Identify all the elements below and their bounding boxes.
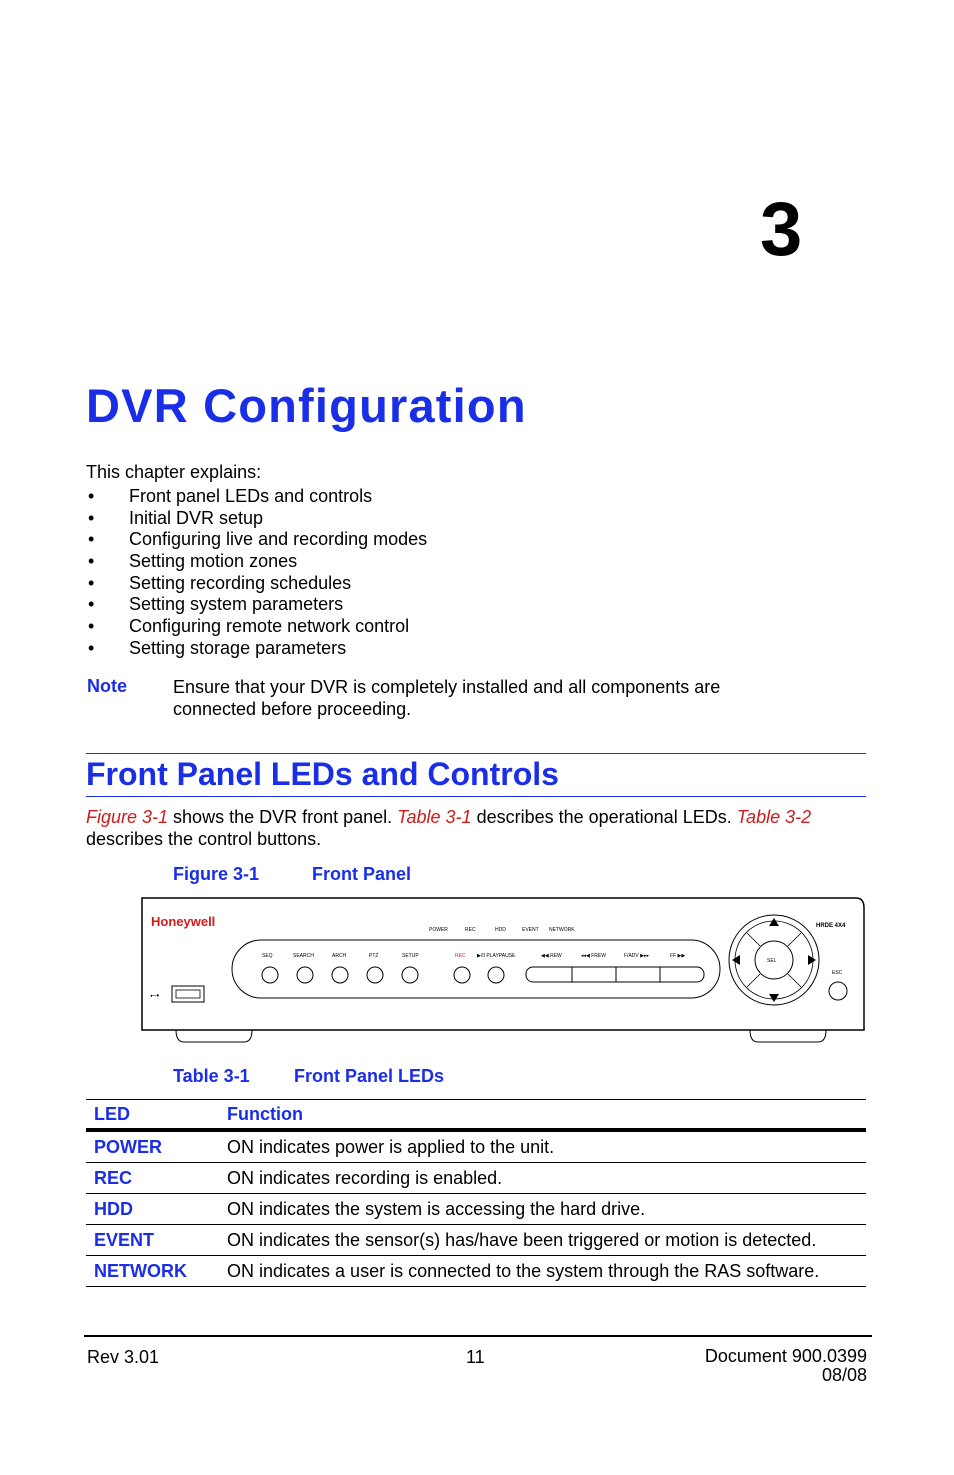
led-function: ON indicates the system is accessing the hard drive. bbox=[219, 1194, 866, 1225]
button-label-rec: REC bbox=[455, 953, 466, 959]
led-function: ON indicates recording is enabled. bbox=[219, 1163, 866, 1194]
chapter-topics-list bbox=[86, 486, 427, 660]
front-panel-leds-table bbox=[86, 1099, 866, 1287]
footer-document-id: Document 900.0399 08/08 bbox=[704, 1346, 867, 1385]
table-row bbox=[86, 1130, 866, 1163]
led-function: ON indicates a user is connected to the system through the RAS software. bbox=[219, 1256, 866, 1287]
panel-foot-left bbox=[176, 1030, 252, 1042]
esc-label: ESC bbox=[832, 970, 843, 976]
led-name: POWER bbox=[86, 1130, 219, 1163]
table-title: Front Panel LEDs bbox=[294, 1066, 445, 1086]
front-panel-illustration bbox=[140, 896, 866, 1048]
table-reference-link[interactable]: Table 3-1 bbox=[397, 807, 472, 827]
list-item: • Configuring remote network control bbox=[88, 616, 410, 637]
list-item: • Front panel LEDs and controls bbox=[88, 486, 373, 506]
chapter-number: 3 bbox=[760, 187, 803, 272]
button-label-playpause: ▶/II PLAYPAUSE bbox=[477, 953, 516, 959]
bullet-icon: • bbox=[88, 572, 95, 593]
chapter-title: DVR Configuration bbox=[86, 379, 527, 432]
button-label-ff: FF ▶▶ bbox=[670, 953, 686, 959]
intro-text: This chapter explains: bbox=[86, 462, 262, 482]
setup-button bbox=[402, 967, 418, 983]
button-label-setup: SETUP bbox=[402, 953, 419, 959]
column-header-function: Function bbox=[219, 1100, 866, 1131]
model-label: HRDE 4X4 bbox=[816, 923, 846, 929]
led-label-event: EVENT bbox=[522, 927, 539, 933]
bullet-icon: • bbox=[88, 529, 95, 550]
table-row bbox=[86, 1194, 866, 1225]
button-label-ptz: PTZ bbox=[369, 953, 379, 959]
button-label-frew: ◂◂◀ FREW bbox=[581, 953, 606, 959]
arch-button bbox=[332, 967, 348, 983]
brand-logo: Honeywell bbox=[151, 914, 216, 929]
table-number: Table 3-1 bbox=[173, 1066, 250, 1086]
figure-reference-link[interactable]: Figure 3-1 bbox=[86, 807, 169, 827]
table-row bbox=[86, 1225, 866, 1256]
bullet-icon: • bbox=[88, 507, 95, 528]
table-row bbox=[86, 1256, 866, 1287]
panel-foot-right bbox=[750, 1030, 826, 1042]
led-name: EVENT bbox=[86, 1225, 219, 1256]
led-name: NETWORK bbox=[86, 1256, 219, 1287]
note-text: Ensure that your DVR is completely installed and all components are connected before proceeding. bbox=[173, 677, 721, 719]
led-label-power: POWER bbox=[429, 927, 448, 933]
button-label-rew: ◀◀ REW bbox=[541, 953, 562, 959]
rec-button bbox=[454, 967, 470, 983]
table-row bbox=[86, 1163, 866, 1194]
list-item: • Setting motion zones bbox=[88, 551, 298, 572]
play-pause-button bbox=[488, 967, 504, 983]
list-item: • Setting storage parameters bbox=[88, 637, 347, 658]
led-label-network: NETWORK bbox=[549, 927, 575, 933]
button-label-arch: ARCH bbox=[332, 953, 347, 959]
button-label-seq: SEQ bbox=[262, 953, 273, 959]
footer-rule bbox=[84, 1335, 872, 1337]
bullet-icon: • bbox=[88, 616, 95, 637]
bullet-icon: • bbox=[88, 551, 95, 572]
table-reference-link[interactable]: Table 3-2 bbox=[736, 807, 812, 827]
figure-number: Figure 3-1 bbox=[173, 864, 260, 884]
led-name: REC bbox=[86, 1163, 219, 1194]
list-item: • Setting system parameters bbox=[88, 594, 344, 615]
section-rule-bottom bbox=[86, 796, 866, 797]
footer-revision: Rev 3.01 bbox=[87, 1347, 160, 1367]
footer-page-number: 11 bbox=[466, 1347, 485, 1367]
table-header-row bbox=[86, 1100, 866, 1131]
note-label: Note bbox=[87, 676, 127, 696]
figure-title: Front Panel bbox=[312, 864, 412, 884]
seq-button bbox=[262, 967, 278, 983]
led-name: HDD bbox=[86, 1194, 219, 1225]
bullet-icon: • bbox=[88, 594, 95, 615]
bullet-icon: • bbox=[88, 637, 95, 658]
usb-icon: ⭠• bbox=[150, 991, 160, 1000]
list-item: • Setting recording schedules bbox=[88, 572, 352, 593]
intro-paragraph: Figure 3-1 shows the DVR front panel. Table 3-1 describes the operational LEDs. Table 3-2 describes the control buttons. bbox=[86, 807, 812, 849]
led-function: ON indicates the sensor(s) has/have been triggered or motion is detected. bbox=[219, 1225, 866, 1256]
list-item: • Configuring live and recording modes bbox=[88, 529, 428, 550]
section-title: Front Panel LEDs and Controls bbox=[86, 756, 559, 792]
esc-button bbox=[829, 982, 847, 1000]
search-button bbox=[297, 967, 313, 983]
button-label-fadv: F/ADV ▶▸▸ bbox=[624, 953, 649, 959]
button-label-search: SEARCH bbox=[293, 953, 314, 959]
led-function: ON indicates power is applied to the unit. bbox=[219, 1130, 866, 1163]
list-item: • Initial DVR setup bbox=[88, 507, 264, 528]
bullet-icon: • bbox=[88, 486, 95, 506]
led-label-rec: REC bbox=[465, 927, 476, 933]
led-label-hdd: HDD bbox=[495, 927, 506, 933]
transport-bar bbox=[526, 967, 704, 982]
ptz-button bbox=[367, 967, 383, 983]
sel-label: SEL bbox=[767, 958, 777, 964]
column-header-led: LED bbox=[86, 1100, 219, 1131]
